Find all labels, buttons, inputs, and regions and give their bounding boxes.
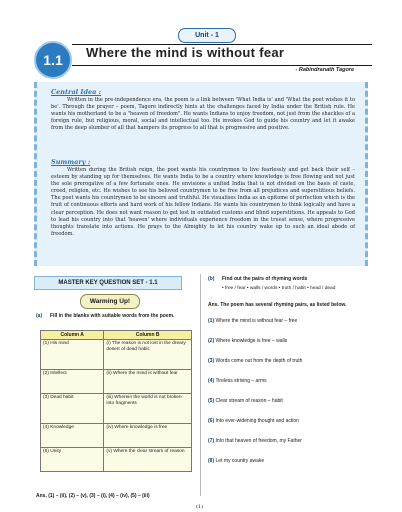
question-text: Fill in the blanks with suitable words from the poem. (50, 313, 175, 319)
column-b-header: Column B (104, 331, 192, 340)
central-idea-paragraph (51, 97, 355, 132)
rhyme-options: • free / fear • walls / words • truth / habit • head / dead (222, 286, 336, 291)
question-text: Find out the pairs of rhyming words (222, 276, 308, 282)
answer-line-text: Where knowledge is free – walls (215, 338, 288, 344)
table-row (41, 340, 192, 370)
answer-line-number: (1) (208, 318, 215, 324)
match-table (40, 330, 192, 472)
answer-line-number: (2) (208, 338, 215, 344)
table-cell: (ii) Where the mind is without fear (104, 370, 192, 394)
answer-line-text: Clear stream of reason – habit (215, 398, 283, 404)
answer-key: Ans. (1) – (ii), (2) – (v), (3) – (i), (4) – (iv), (5) – (iii) (36, 493, 150, 499)
answer-line-text: Words come out from the depth of truth (215, 358, 303, 364)
table-cell: (v) Where the clear stream of reason (104, 448, 192, 472)
answer-line (208, 398, 384, 404)
answer-line (208, 318, 384, 324)
table-row (41, 394, 192, 424)
answer-line-number: (8) (208, 458, 215, 464)
answer-line-text: Into ever-widening thought and action (215, 418, 299, 424)
notes-panel (34, 82, 368, 266)
author-name: - Rabindranath Tagore (295, 67, 354, 73)
answer-line (208, 338, 384, 344)
table-row (41, 448, 192, 472)
answer-line (208, 378, 384, 384)
column-a-header: Column A (41, 331, 104, 340)
answer-line (208, 438, 384, 444)
table-row (41, 370, 192, 394)
answer-intro: Ans. The poem has several rhyming pairs, as listed below. (208, 302, 347, 308)
answer-line-number: (5) (208, 398, 215, 404)
column-divider (200, 274, 201, 496)
table-cell: (iii) Wherein the world is not broken into fragments (104, 394, 192, 424)
table-cell: (2) Intellect (41, 370, 104, 394)
answer-line-text: Let my country awake (215, 458, 265, 464)
table-cell: (1) His mind (41, 340, 104, 370)
table-cell: (iv) Where knowledge is free (104, 424, 192, 448)
table-row (41, 424, 192, 448)
page-number: (1) (196, 504, 204, 510)
central-idea-heading: Central Idea : (51, 88, 102, 96)
unit-label: Unit - 1 (178, 28, 236, 43)
table-cell: (4) Knowledge (41, 424, 104, 448)
central-idea-text: Written in the pre-independence era, the poem is a link between 'What India is' and 'What the poet wishes it to be'. Through the prayer – poem, Tagore indirectly hints at the challenges faced by India under the British rule. He wants his motherland to be a "heaven of freedom". He wants Indians to enjoy freedom, not just from the shackles of a foreign rule, but religious, moral, social and intellectual too. He invokes God to guide his country and let it awake from the deep slumber of all that hampers its progress to all that is progressive and positive. (51, 97, 355, 132)
answer-line-number: (4) (208, 378, 215, 384)
warmup-label: Warming Up! (80, 294, 140, 309)
summary-heading: Summary : (51, 158, 91, 166)
answer-line (208, 418, 384, 424)
summary-paragraph (51, 167, 355, 238)
answer-line-text: Into that heaven of freedom, my Father (215, 438, 302, 444)
answer-line (208, 458, 384, 464)
table-cell: (i) The reason is not lost in the dreary desert of dead habit. (104, 340, 192, 370)
table-cell: (3) Dead habit (41, 394, 104, 424)
answer-line-text: Where the mind is without fear – free (215, 318, 298, 324)
summary-text: Written during the British reign, the poet wants his countrymen to live fearlessly and get back their self – esteem by standing up for themselves. He wants India to be a country where knowledge is free flowing and not just the sole prerogative of a few fortunate ones. He envisions a united India that is not divided on the basis of caste, creed, religion, etc. He wishes to see his beloved countrymen to be free from all prejudices and superstitious beliefs. The poet wants his countrymen to be sincere and truthful. He visualises India as an epitome of perfection which is the fruit of continuous efforts and hard work of his fellow Indians. He wants his countrymen to think logically and have a clear perception. He does not want reason to get lost in outdated customs and blind superstitions. He appeals to God to lead his country into that 'heaven' where individuals experience freedom in the truest sense, where progressive thoughts translate into actions. He prays to the Almighty to let his country wake up to such an ideal abode of freedom. (51, 167, 355, 237)
answer-line-number: (7) (208, 438, 215, 444)
question-number: (a) (36, 313, 43, 319)
chapter-number-badge: 1.1 (34, 41, 72, 79)
page-title: Where the mind is without fear (86, 45, 285, 60)
answer-line-text: Tireless striving – arms (215, 378, 267, 384)
answer-line (208, 358, 384, 364)
table-cell: (5) Unity (41, 448, 104, 472)
question-number: (b) (208, 276, 215, 282)
answer-line-number: (6) (208, 418, 215, 424)
answer-line-number: (3) (208, 358, 215, 364)
question-set-header: MASTER KEY QUESTION SET - 1.1 (34, 276, 182, 290)
